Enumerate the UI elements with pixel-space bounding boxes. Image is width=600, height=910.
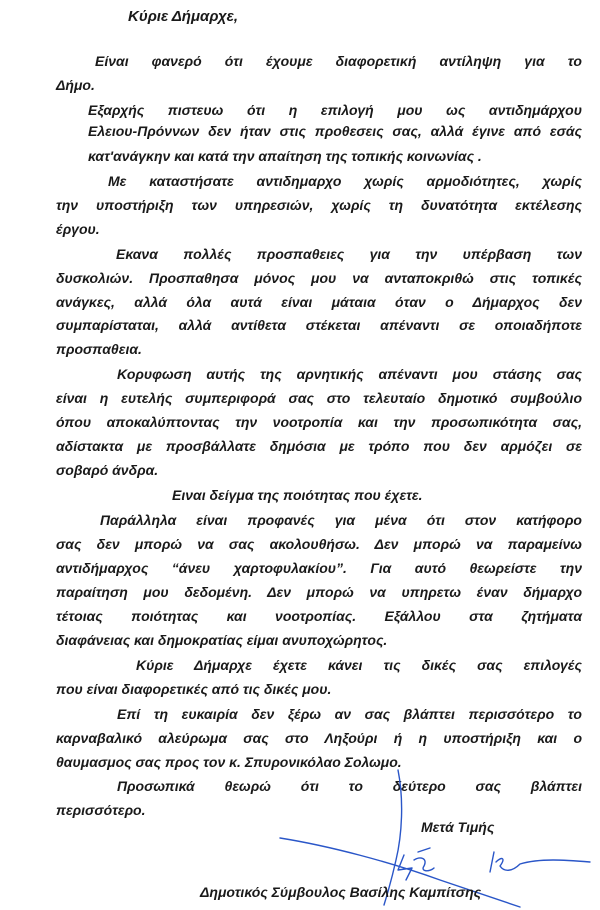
letter-line: θαυμασμος σας προς τον κ. Σπυρονικόλαο Σολωμο.: [56, 754, 402, 770]
letter-line: Παράλληλα είναι προφανές για μένα ότι στον κατήφορο: [100, 512, 582, 528]
letter-line: σας δεν μπορώ να σας ακολουθήσω. Δεν μπορώ να παραμείνω: [56, 536, 582, 552]
letter-line: περισσότερο.: [56, 802, 146, 818]
letter-line: καρναβαλικό αλεύρωμα σας στο Ληξούρι ή η υποστήριξη και ο: [56, 730, 582, 746]
letter-line: Δήμο.: [56, 77, 95, 93]
letter-line: όπου αποκαλύπτοντας την νοοτροπία και την προσωπικότητα σας,: [56, 414, 582, 430]
signature-stroke: [414, 858, 434, 871]
letter-line: Κύριε Δήμαρχε έχετε κάνει τις δικές σας επιλογές: [136, 657, 582, 673]
letter-line: αδίστακτα με προσβάλλατε δημόσια με τρόπο που δεν αρμόζει σε: [56, 438, 582, 454]
letter-line: Ελειου-Πρόννων δεν ήταν στις προθεσεις σας, αλλά έγινε από εσάς: [88, 123, 582, 139]
letter-line: έργου.: [56, 221, 100, 237]
signature-name-line: Δημοτικός Σύμβουλος Βασίλης Καμπίτσης: [200, 884, 482, 900]
letter-line: Είναι φανερό ότι έχουμε διαφορετική αντίληψη για το: [95, 53, 582, 69]
letter-line: προσπαθεια.: [56, 341, 142, 357]
letter-line: Επί τη ευκαιρία δεν ξέρω αν σας βλάπτει περισσότερο το: [117, 706, 582, 722]
letter-line: αντιδήμαρχος “άνευ χαρτοφυλακίου”. Για αυτό θεωρείστε την: [56, 560, 582, 576]
signature-stroke: [490, 852, 494, 872]
letter-greeting: Κύριε Δήμαρχε,: [128, 8, 238, 25]
signature-stroke: [398, 855, 412, 880]
signature-stroke: [418, 848, 430, 852]
letter-line: Με καταστήσατε αντιδημαρχο χωρίς αρμοδιότητες, χωρίς: [108, 173, 582, 189]
letter-line: Ειναι δείγμα της ποιότητας που έχετε.: [172, 487, 423, 503]
letter-line: Εκανα πολλές προσπαθειες για την υπέρβαση των: [116, 246, 582, 262]
letter-line: δυσκολιών. Προσπαθησα μόνος μου να ανταποκριθώ στις τοπικές: [56, 270, 582, 286]
letter-line: ανάγκες, αλλά όλα αυτά είναι μάταια όταν ο Δήμαρχος δεν: [56, 294, 582, 310]
letter-line: παραίτηση μου δεδομένη. Δεν μπορώ να υπηρετω έναν δήμαρχο: [56, 584, 582, 600]
letter-line: κατ'ανάγκην και κατά την απαίτηση της τοπικής κοινωνίας .: [88, 148, 482, 164]
letter-line: Εξαρχής πιστευω ότι η επιλογή μου ως αντιδημάρχου: [88, 102, 582, 118]
letter-line: είναι η ευτελής συμπεριφορά σας στο τελευταίο δημοτικό συμβούλιο: [56, 390, 582, 406]
letter-line: τέτοιας ποιότητας και νοοτροπίας. Εξάλλου στα ζητήματα: [56, 608, 582, 624]
letter-line: συμπαρίσταται, αλλά αντίθετα στέκεται απέναντι σε οποιαδήποτε: [56, 317, 582, 333]
letter-line: την υποστήριξη των υπηρεσιών, χωρίς τη δυνατότητα εκτέλεσης: [56, 197, 582, 213]
letter-line: Προσωπικά θεωρώ ότι το δεύτερο σας βλάπτει: [117, 778, 582, 794]
letter-line: διαφάνειας και δημοκρατίας είμαι ανυποχώρητος.: [56, 632, 388, 648]
signature-stroke: [496, 859, 590, 871]
letter-line: σοβαρό άνδρα.: [56, 462, 159, 478]
letter-line: Κορυφωση αυτής της αρνητικής απέναντι μου στάσης σας: [117, 366, 582, 382]
letter-line: που είναι διαφορετικές από τις δικές μου.: [56, 681, 332, 697]
letter-closing: Μετά Τιμής: [421, 819, 495, 835]
